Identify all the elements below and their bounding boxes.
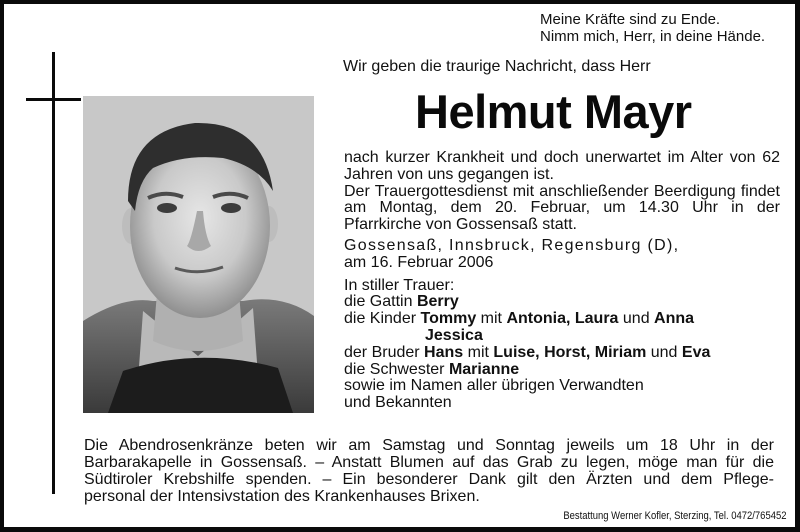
survivors-others-2: und Bekannten [344,394,452,412]
cross-icon-vertical [52,52,55,494]
portrait-image [83,96,314,413]
survivor-children-continued: Jessica [425,326,483,344]
portrait-photo [83,96,314,413]
announcement-block [344,150,780,412]
child-name: Tommy [420,310,477,328]
motto-line-2: Nimm mich, Herr, in deine Hände. [540,28,766,45]
intro-text: Wir geben die traurige Nachricht, dass Herr [343,58,651,75]
closing-line-1: Die Abendrosenkränze beten wir am Samstag und Sonntag jeweils um 18 Uhr in der [84,437,774,454]
survivors-others-1: sowie im Namen aller übrigen Verwandten [344,377,644,395]
survivors-list [344,278,780,412]
brother-name: Hans [424,343,464,361]
closing-line-4: personal der Intensivstation des Krankenhauses Brixen. [84,488,480,505]
survivor-brother: der Bruder Hans mit Luise, Horst, Miriam und Eva [344,343,711,361]
survivor-spouse: die Gattin Berry [344,293,459,311]
sister-name: Marianne [448,360,520,378]
grandchildren-names: Antonia, Laura [506,310,619,328]
closing-paragraph [84,437,774,505]
grandchild-name: Anna [654,310,695,328]
brother-family-names: Luise, Horst, Miriam [493,343,647,361]
motto-line-1: Meine Kräfte sind zu Ende. [540,11,721,28]
closing-line-2: Barbarakapelle in Gossensaß. – Anstatt Blumen auf das Grab zu legen, möge man für die [84,454,774,471]
closing-line-3: Südtiroler Krebshilfe spenden. – Ein besonderer Dank gilt den Ärzten und dem Pflege- [84,471,774,488]
funeral-paragraph: Der Trauergottesdienst mit anschließender Beerdigung findet am Montag, dem 20. Februar, um 14.30 Uhr in der Pfarrkirche von Gossensaß statt. [344,182,780,234]
cross-icon-horizontal [26,98,81,101]
deceased-name: Helmut Mayr [415,85,692,138]
funeral-home-credit: Bestattung Werner Kofler, Sterzing, Tel. 0472/765452 [562,510,786,522]
passing-paragraph: nach kurzer Krankheit und doch unerwartet im Alter von 62 Jahren von uns gegangen ist. [344,149,780,183]
survivor-sister: die Schwester Marianne [344,360,520,378]
motto-verse [540,11,765,45]
spouse-name: Berry [416,293,459,311]
date-line: am 16. Februar 2006 [344,253,494,271]
places-line: Gossensaß, Innsbruck, Regensburg (D), [344,236,680,254]
survivor-children: die Kinder Tommy mit Antonia, Laura und Anna [344,310,695,328]
survivors-heading: In stiller Trauer: [344,276,455,294]
